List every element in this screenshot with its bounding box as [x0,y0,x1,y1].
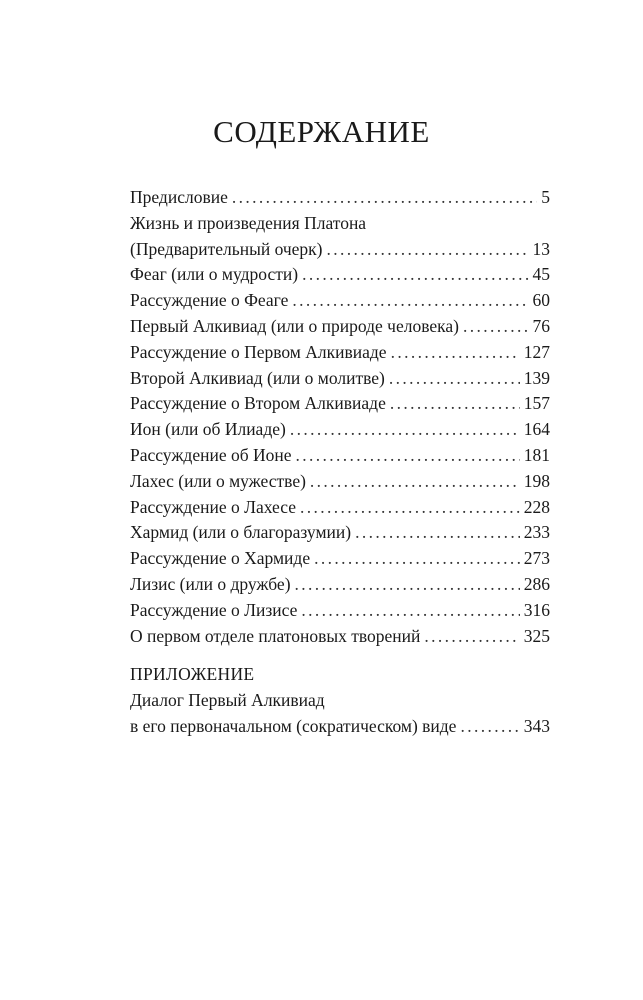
toc-entry-page: 164 [523,419,550,440]
toc-entry-page: 325 [523,625,550,646]
toc-entry-page: 157 [523,393,550,414]
toc-entry [130,495,550,521]
toc-leader-dots [232,185,537,211]
page-title: СОДЕРЖАНИЕ [213,114,430,149]
toc-leader-dots [292,288,528,314]
toc-leader-dots [463,314,529,340]
toc-entry-page: 76 [532,315,550,336]
toc-entry-page: 60 [532,290,550,311]
toc-leader-dots [296,443,520,469]
toc-leader-dots [290,417,520,443]
toc-entry [130,314,550,340]
toc-entry [130,688,550,714]
toc-entry-page: 273 [523,548,550,569]
toc-entry-page: 343 [523,715,550,736]
toc-entry-page: 127 [523,341,550,362]
toc-entry-title: Рассуждение о Феаге [130,290,289,311]
toc-entry-title: О первом отделе платоновых творений [130,625,421,646]
toc-entry-title: Лахес (или о мужестве) [130,470,306,491]
toc-leader-dots [300,495,520,521]
toc-entry-page: 198 [523,470,550,491]
toc-entry [130,624,550,650]
toc-entry-page: 228 [523,496,550,517]
toc-leader-dots [391,340,520,366]
toc-entry [130,262,550,288]
toc-entry [130,237,550,263]
toc-entry [130,520,550,546]
toc-entry [130,185,550,211]
toc-entry-title: Рассуждение о Лахесе [130,496,296,517]
toc-entry-title: (Предварительный очерк) [130,238,323,259]
toc-entry [130,714,550,740]
toc-entry [130,572,550,598]
toc-leader-dots [389,366,520,392]
toc-entry-title: Жизнь и произведения Платона [130,212,367,233]
toc-entry [130,211,550,237]
toc-leader-dots [302,262,528,288]
toc-entry-title: Второй Алкивиад (или о молитве) [130,367,385,388]
toc-leader-dots [355,520,520,546]
toc-entry-page: 13 [532,238,550,259]
toc-entry-page: 286 [523,573,550,594]
toc-entry-page: 45 [532,264,550,285]
toc-leader-dots [424,624,519,650]
toc-entry [130,391,550,417]
toc-entry-title: Рассуждение о Хармиде [130,548,311,569]
toc-entry-title: Рассуждение об Ионе [130,444,292,465]
toc-entry-title: Предисловие [130,187,228,207]
toc-entry-title: Лизис (или о дружбе) [130,573,291,594]
toc-entry-title: Рассуждение о Втором Алкивиаде [130,393,386,414]
toc-entry-page: 139 [523,367,550,388]
toc-entry [130,598,550,624]
toc-entry-page: 181 [523,444,550,465]
appendix-section [130,662,550,739]
toc-entry [130,366,550,392]
toc-leader-dots [460,714,519,740]
toc-entry [130,443,550,469]
toc-entry-title: Первый Алкивиад (или о природе человека) [130,315,459,336]
toc-entry-title: Феаг (или о мудрости) [130,264,299,285]
toc-entry-title: Хармид (или о благоразумии) [130,522,352,543]
toc-entry [130,288,550,314]
toc-leader-dots [301,598,519,624]
toc-leader-dots [390,391,520,417]
toc-entry-page: 316 [523,599,550,620]
toc-entry-page: 233 [523,522,550,543]
toc-leader-dots [295,572,520,598]
appendix-heading: ПРИЛОЖЕНИЕ [130,664,255,684]
toc-leader-dots [310,469,520,495]
toc-leader-dots [327,237,529,263]
toc-entry [130,469,550,495]
table-of-contents [130,185,550,649]
toc-entry-title: в его первоначальном (сократическом) виде [130,715,457,736]
toc-entry-title: Ион (или об Илиаде) [130,419,286,440]
toc-entry [130,417,550,443]
toc-entry-title: Диалог Первый Алкивиад [130,689,325,710]
toc-entry-title: Рассуждение о Первом Алкивиаде [130,341,387,362]
toc-entry-title: Рассуждение о Лизисе [130,599,298,620]
toc-entry [130,340,550,366]
toc-leader-dots [314,546,520,572]
toc-entry-page: 5 [541,187,550,207]
toc-entry [130,546,550,572]
